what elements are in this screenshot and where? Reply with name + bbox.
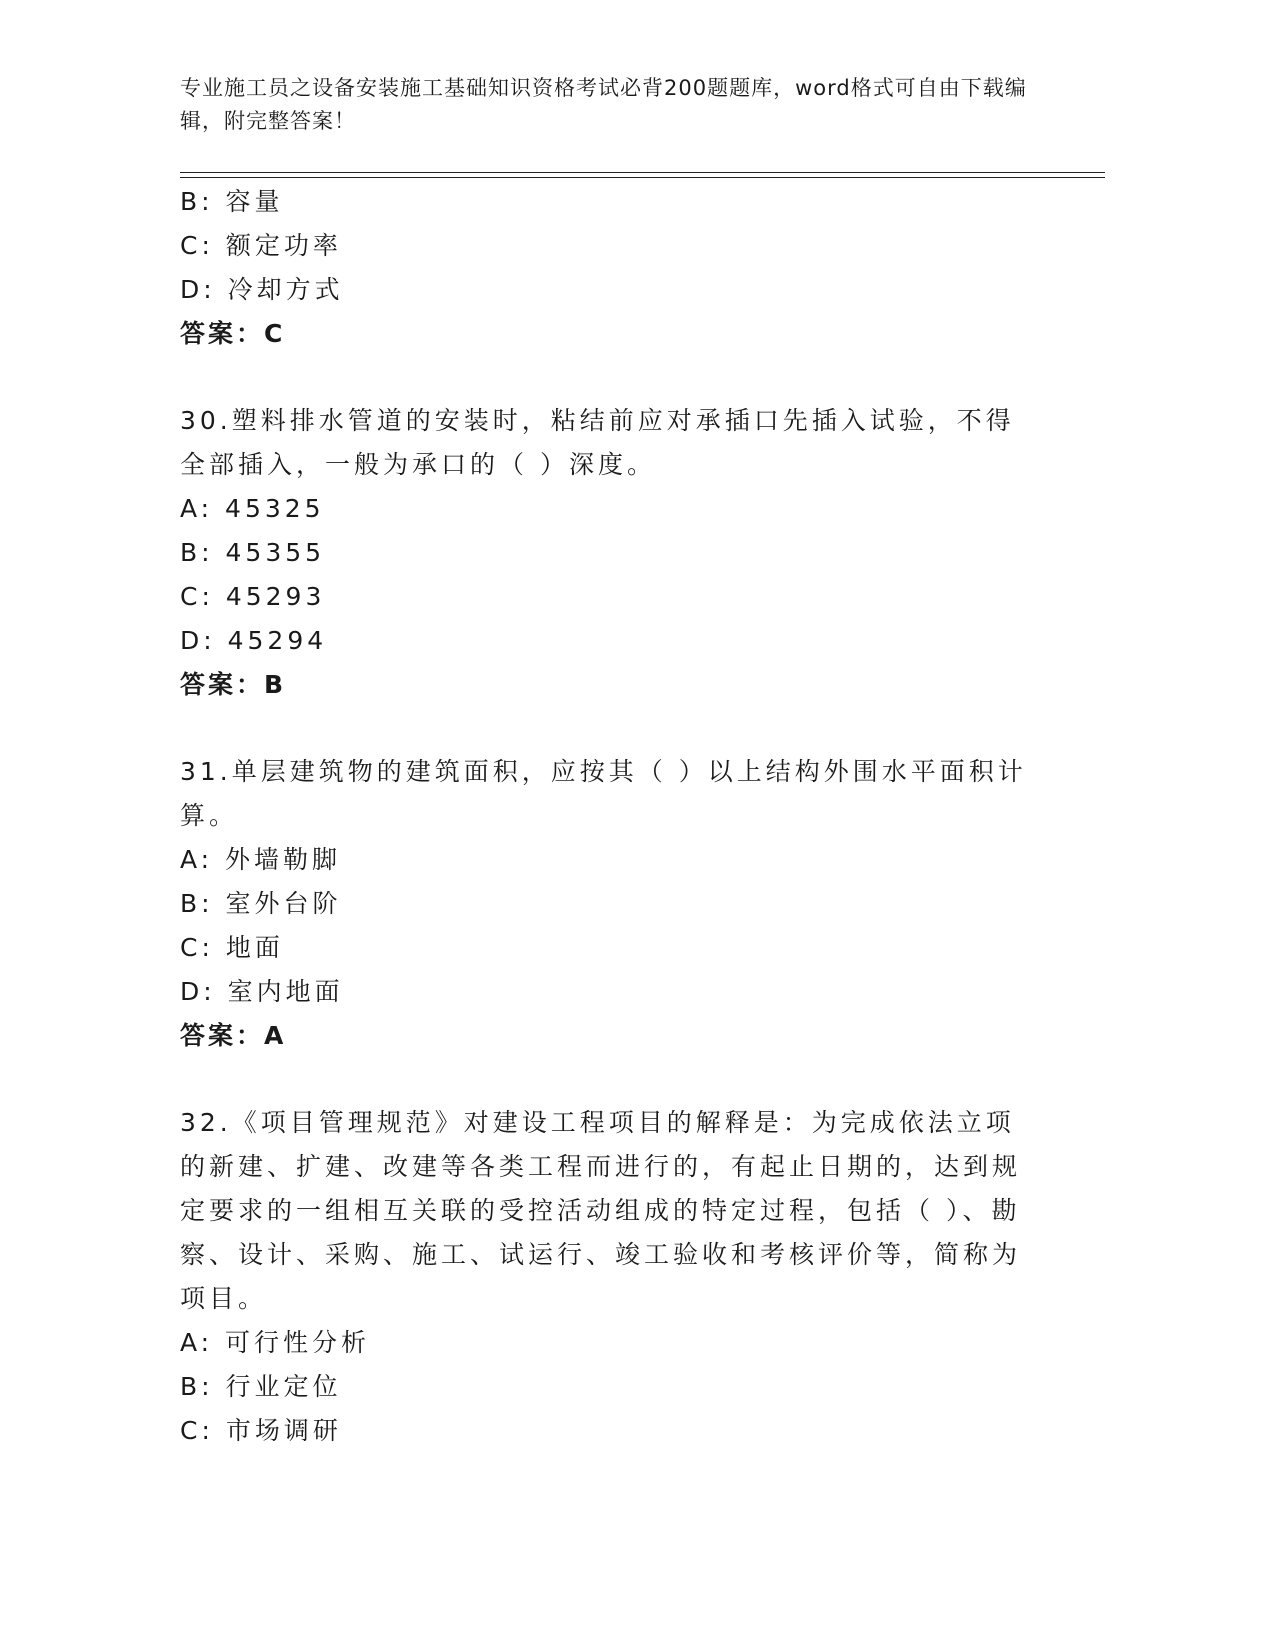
header-divider-top <box>180 172 1105 173</box>
option-c: C: 45293 <box>180 582 326 611</box>
option-d: D: 室内地面 <box>180 977 344 1006</box>
spacer <box>180 1058 1040 1101</box>
question-content <box>180 180 1040 1453</box>
option-a: A: 外墙勒脚 <box>180 845 342 874</box>
question-29 <box>180 180 1040 356</box>
question-31 <box>180 750 1040 1058</box>
option-c: C: 额定功率 <box>180 231 342 260</box>
option-b: B: 行业定位 <box>180 1372 342 1401</box>
option-b: B: 室外台阶 <box>180 889 342 918</box>
question-text: 32.《项目管理规范》对建设工程项目的解释是：为完成依法立项的新建、扩建、改建等各类工程而进行的，有起止日期的，达到规定要求的一组相互关联的受控活动组成的特定过程，包括（ ）、勘察、设计、采购、施工、试运行、竣工验收和考核评价等，简称为项目。 <box>180 1108 1022 1313</box>
question-text: 31.单层建筑物的建筑面积，应按其（ ）以上结构外围水平面积计算。 <box>180 757 1027 830</box>
answer-line: 答案：B <box>180 670 287 699</box>
option-b: B: 容量 <box>180 187 284 216</box>
option-c: C: 地面 <box>180 933 284 962</box>
question-30 <box>180 399 1040 707</box>
option-a: A: 可行性分析 <box>180 1328 371 1357</box>
spacer <box>180 707 1040 750</box>
option-a: A: 45325 <box>180 494 325 523</box>
question-text: 30.塑料排水管道的安装时，粘结前应对承插口先插入试验，不得全部插入，一般为承口的（ ）深度。 <box>180 406 1015 479</box>
spacer <box>180 356 1040 399</box>
answer-line: 答案：C <box>180 319 286 348</box>
header-divider-bottom <box>180 177 1105 178</box>
option-d: D: 45294 <box>180 626 328 655</box>
option-c: C: 市场调研 <box>180 1416 342 1445</box>
question-32 <box>180 1101 1040 1453</box>
option-b: B: 45355 <box>180 538 326 567</box>
document-header-title: 专业施工员之设备安装施工基础知识资格考试必背200题题库，word格式可自由下载编辑，附完整答案！ <box>180 76 1027 133</box>
answer-line: 答案：A <box>180 1021 287 1050</box>
option-d: D: 冷却方式 <box>180 275 344 304</box>
